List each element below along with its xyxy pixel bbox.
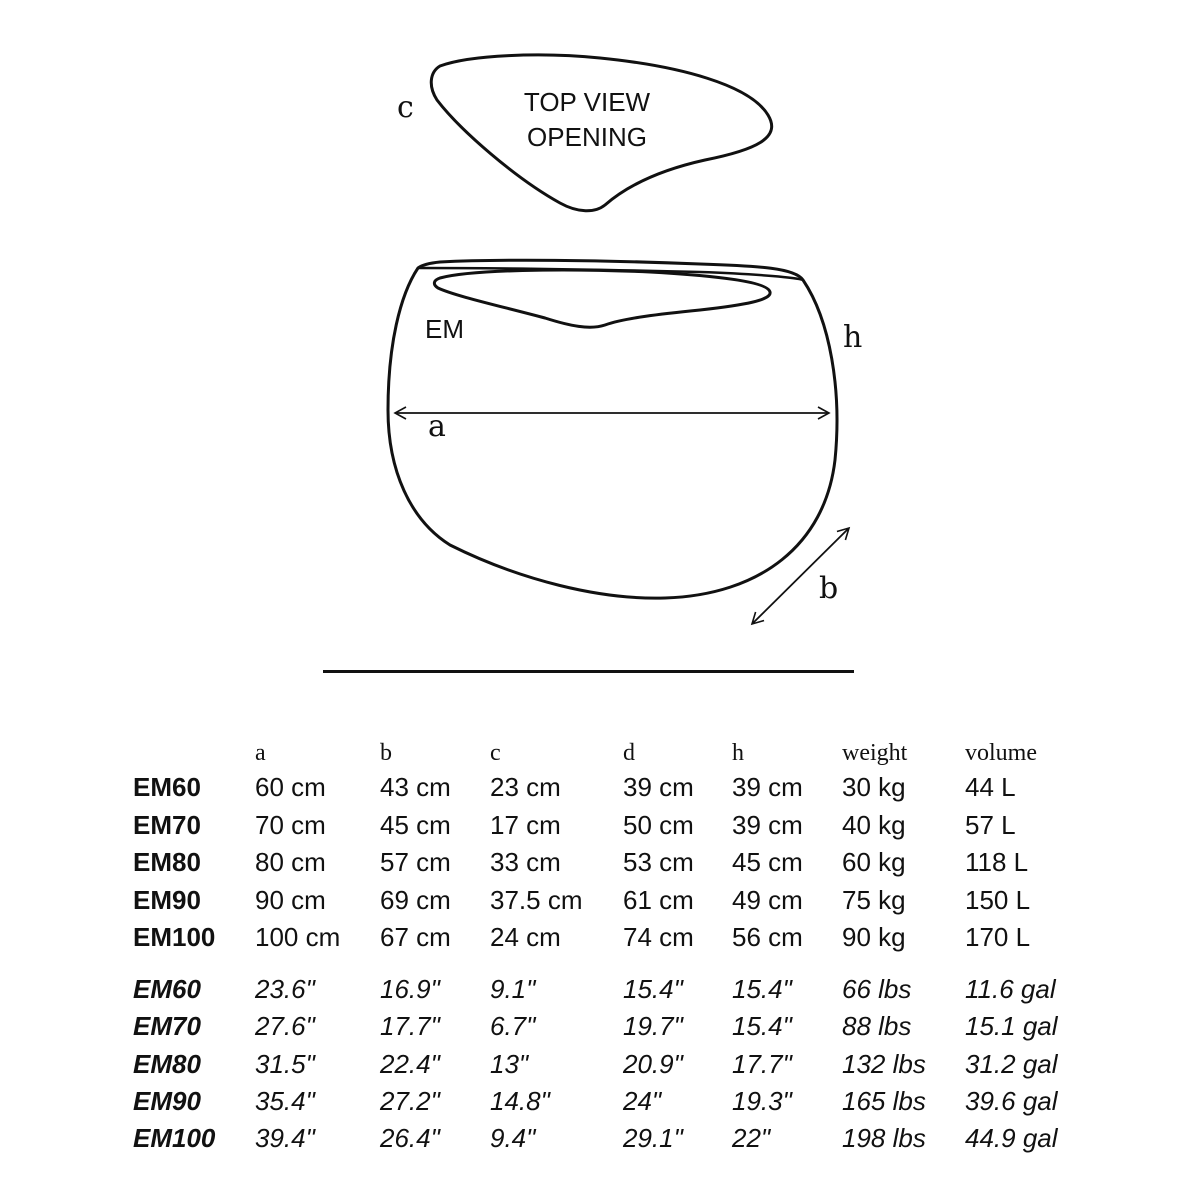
metric-cell-h: 49 cm <box>732 884 803 915</box>
metric-cell-volume: 44 L <box>965 772 1016 802</box>
metric-cell-b: 43 cm <box>380 772 451 802</box>
imperial-cell-c: 9.1" <box>490 974 536 1004</box>
top-view-label-line2: OPENING <box>527 122 647 152</box>
imperial-cell-d: 15.4" <box>623 974 683 1004</box>
imperial-cell-weight: 88 lbs <box>842 1011 912 1042</box>
model-label-em: EM <box>425 314 464 344</box>
metric-cell-h: 45 cm <box>732 847 803 877</box>
imperial-cell-a: 39.4" <box>255 1123 315 1154</box>
metric-cell-h: 56 cm <box>732 922 803 952</box>
planter-opening-outline <box>434 270 770 327</box>
imperial-cell-volume: 39.6 gal <box>965 1085 1058 1116</box>
imperial-cell-weight: 198 lbs <box>842 1123 926 1154</box>
metric-cell-weight: 90 kg <box>842 922 906 952</box>
imperial-row-model: EM70 <box>133 1011 201 1042</box>
metric-cell-a: 60 cm <box>255 772 326 802</box>
imperial-row-model: EM90 <box>133 1085 201 1116</box>
imperial-cell-d: 19.7" <box>623 1011 683 1042</box>
column-header-h: h <box>732 740 744 766</box>
metric-cell-c: 37.5 cm <box>490 884 583 915</box>
column-header-a: a <box>255 740 266 766</box>
imperial-cell-b: 26.4" <box>380 1123 440 1154</box>
imperial-cell-weight: 165 lbs <box>842 1085 926 1116</box>
metric-cell-a: 80 cm <box>255 847 326 877</box>
column-header-b: b <box>380 740 392 766</box>
metric-cell-h: 39 cm <box>732 809 803 840</box>
imperial-cell-b: 27.2" <box>380 1085 440 1116</box>
imperial-row-model: EM60 <box>133 974 201 1004</box>
metric-row-model: EM60 <box>133 772 201 802</box>
metric-row-model: EM80 <box>133 847 201 877</box>
divider-line <box>323 670 854 673</box>
imperial-cell-b: 16.9" <box>380 974 440 1004</box>
planter-body-outline <box>388 260 837 598</box>
metric-cell-weight: 30 kg <box>842 772 906 802</box>
imperial-cell-volume: 44.9 gal <box>965 1123 1058 1154</box>
metric-cell-volume: 150 L <box>965 884 1031 915</box>
imperial-cell-b: 22.4" <box>380 1048 440 1079</box>
metric-cell-weight: 60 kg <box>842 847 906 877</box>
imperial-cell-d: 24" <box>623 1085 662 1116</box>
imperial-cell-h: 15.4" <box>732 1011 792 1042</box>
metric-cell-d: 50 cm <box>623 809 694 840</box>
imperial-cell-b: 17.7" <box>380 1011 440 1042</box>
imperial-cell-volume: 11.6 gal <box>965 974 1056 1004</box>
imperial-cell-h: 15.4" <box>732 974 792 1004</box>
metric-row-model: EM70 <box>133 809 201 840</box>
column-header-d: d <box>623 740 635 766</box>
imperial-cell-h: 22" <box>732 1123 771 1154</box>
metric-cell-a: 90 cm <box>255 884 326 915</box>
metric-cell-volume: 57 L <box>965 809 1016 840</box>
metric-cell-b: 67 cm <box>380 922 451 952</box>
imperial-cell-weight: 66 lbs <box>842 974 912 1004</box>
metric-cell-volume: 170 L <box>965 922 1031 952</box>
metric-cell-d: 39 cm <box>623 772 694 802</box>
metric-cell-c: 33 cm <box>490 847 561 877</box>
metric-cell-weight: 75 kg <box>842 884 906 915</box>
metric-cell-c: 24 cm <box>490 922 561 952</box>
metric-cell-weight: 40 kg <box>842 809 906 840</box>
imperial-cell-d: 20.9" <box>623 1048 683 1079</box>
imperial-cell-a: 27.6" <box>255 1011 315 1042</box>
metric-cell-c: 23 cm <box>490 772 561 802</box>
imperial-cell-c: 14.8" <box>490 1085 550 1116</box>
metric-cell-c: 17 cm <box>490 809 561 840</box>
dimension-label-b: b <box>819 571 839 606</box>
metric-cell-a: 70 cm <box>255 809 326 840</box>
imperial-cell-c: 9.4" <box>490 1123 536 1154</box>
imperial-cell-a: 23.6" <box>255 974 315 1004</box>
imperial-cell-a: 35.4" <box>255 1085 315 1116</box>
imperial-cell-weight: 132 lbs <box>842 1048 926 1079</box>
metric-cell-b: 57 cm <box>380 847 451 877</box>
dimension-label-a: a <box>428 409 446 444</box>
imperial-row-model: EM80 <box>133 1048 201 1079</box>
dimension-label-h: h <box>843 320 863 355</box>
imperial-cell-d: 29.1" <box>623 1123 683 1154</box>
top-view-label-line1: TOP VIEW <box>523 87 651 117</box>
metric-cell-d: 74 cm <box>623 922 694 952</box>
imperial-cell-volume: 15.1 gal <box>965 1011 1058 1042</box>
imperial-cell-c: 13" <box>490 1048 529 1079</box>
metric-cell-h: 39 cm <box>732 772 803 802</box>
imperial-cell-h: 17.7" <box>732 1048 792 1079</box>
imperial-row-model: EM100 <box>133 1123 216 1154</box>
metric-cell-d: 61 cm <box>623 884 694 915</box>
metric-cell-volume: 118 L <box>965 847 1029 877</box>
metric-row-model: EM90 <box>133 884 201 915</box>
metric-cell-b: 69 cm <box>380 884 451 915</box>
column-header-c: c <box>490 740 501 766</box>
metric-cell-b: 45 cm <box>380 809 451 840</box>
imperial-cell-h: 19.3" <box>732 1085 792 1116</box>
column-header-weight: weight <box>842 740 908 766</box>
column-header-volume: volume <box>965 740 1037 766</box>
imperial-cell-a: 31.5" <box>255 1048 315 1079</box>
imperial-cell-volume: 31.2 gal <box>965 1048 1058 1079</box>
metric-row-model: EM100 <box>133 922 216 952</box>
metric-cell-d: 53 cm <box>623 847 694 877</box>
imperial-cell-c: 6.7" <box>490 1011 536 1042</box>
dimension-label-c: c <box>397 90 414 125</box>
metric-cell-a: 100 cm <box>255 922 341 952</box>
